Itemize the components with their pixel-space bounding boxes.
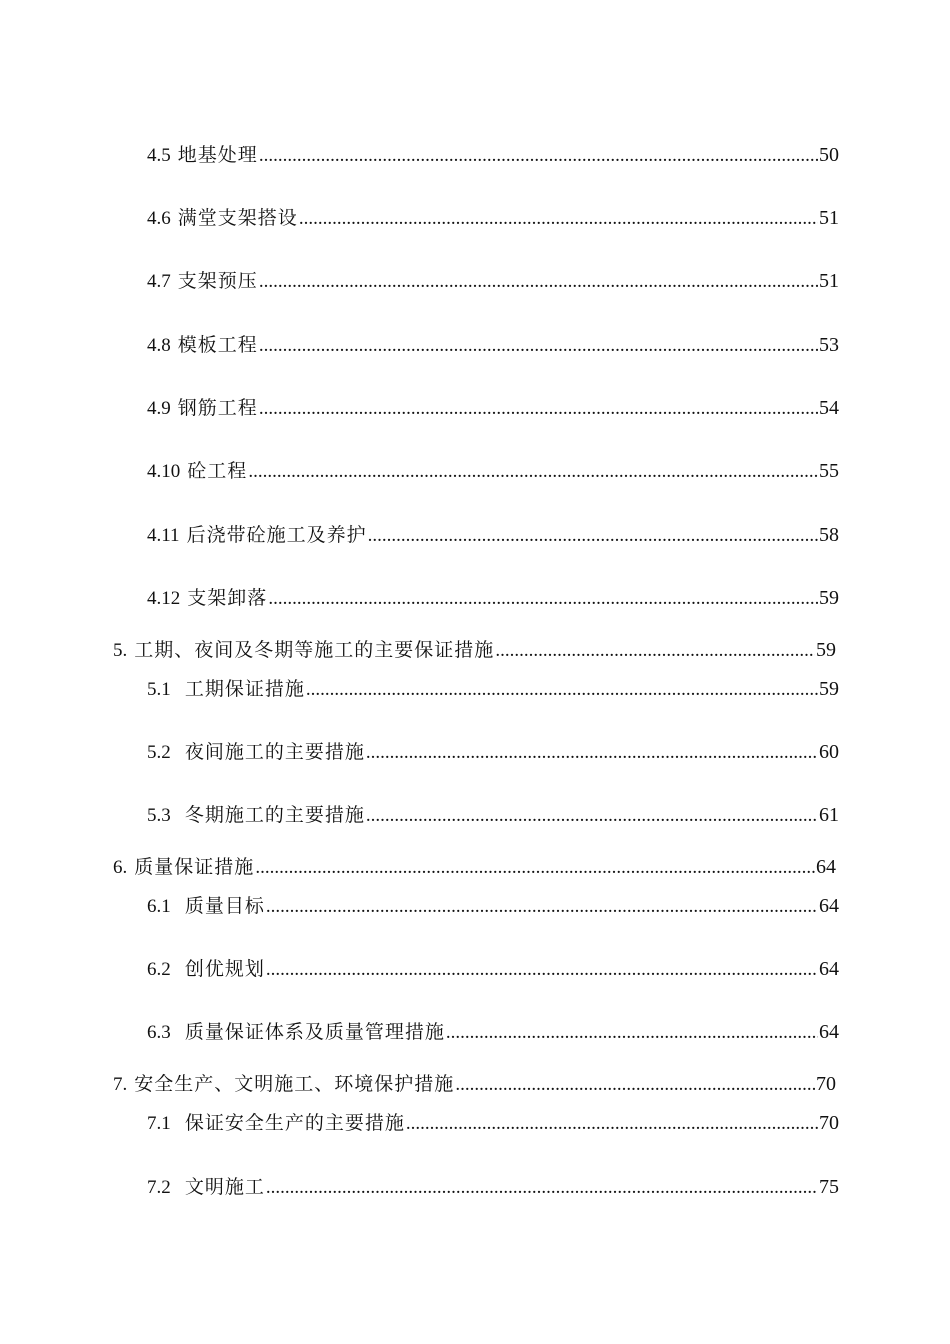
toc-entry-label: 4.8 模板工程 — [147, 334, 258, 356]
toc-page-number: 75 — [819, 1176, 839, 1198]
toc-leader-dots — [406, 1110, 818, 1138]
toc-leader-dots — [259, 332, 818, 360]
toc-leader-dots — [368, 522, 818, 550]
toc-entry-6-3[interactable] — [147, 1018, 839, 1046]
toc-entry-label: 6.2 创优规划 — [147, 958, 265, 980]
toc-entry-label: 5. 工期、夜间及冬期等施工的主要保证措施 — [113, 639, 495, 661]
toc-entry-5-3[interactable] — [147, 801, 839, 829]
toc-leader-dots — [268, 585, 818, 613]
toc-entry-label: 4.12 支架卸落 — [147, 587, 268, 609]
toc-entry-4-11[interactable] — [147, 521, 839, 549]
toc-page-number: 61 — [819, 804, 839, 826]
toc-page-number: 54 — [819, 397, 839, 419]
toc-entry-label: 4.11 后浇带砼施工及养护 — [147, 524, 367, 546]
toc-entry-4-5[interactable] — [147, 141, 839, 169]
toc-entry-6-1[interactable] — [147, 892, 839, 920]
toc-leader-dots — [299, 205, 818, 233]
toc-leader-dots — [255, 854, 815, 882]
toc-page-number: 59 — [816, 639, 836, 661]
toc-leader-dots — [366, 739, 818, 767]
toc-page-number: 53 — [819, 334, 839, 356]
toc-entry-label: 5.2 夜间施工的主要措施 — [147, 741, 365, 763]
toc-page-number: 64 — [816, 856, 836, 878]
toc-page-number: 58 — [819, 524, 839, 546]
toc-entry-label: 4.7 支架预压 — [147, 270, 258, 292]
toc-leader-dots — [366, 802, 818, 830]
toc-page-number: 55 — [819, 460, 839, 482]
toc-entry-label: 6.3 质量保证体系及质量管理措施 — [147, 1021, 445, 1043]
toc-entry-label: 6. 质量保证措施 — [113, 856, 255, 878]
toc-entry-6-2[interactable] — [147, 955, 839, 983]
toc-leader-dots — [259, 395, 818, 423]
toc-page-number: 64 — [819, 895, 839, 917]
toc-leader-dots — [259, 142, 818, 170]
toc-page-number: 50 — [819, 144, 839, 166]
toc-entry-label: 5.1 工期保证措施 — [147, 678, 305, 700]
toc-entry-7-1[interactable] — [147, 1109, 839, 1137]
toc-entry-label: 5.3 冬期施工的主要措施 — [147, 804, 365, 826]
toc-entry-label: 7.2 文明施工 — [147, 1176, 265, 1198]
toc-entry-chapter-7[interactable] — [113, 1070, 836, 1098]
toc-entry-label: 4.6 满堂支架搭设 — [147, 207, 298, 229]
toc-page-number: 59 — [819, 678, 839, 700]
toc-entry-chapter-6[interactable] — [113, 853, 836, 881]
toc-entry-label: 4.9 钢筋工程 — [147, 397, 258, 419]
toc-entry-4-9[interactable] — [147, 394, 839, 422]
toc-entry-label: 7.1 保证安全生产的主要措施 — [147, 1112, 405, 1134]
toc-entry-chapter-5[interactable] — [113, 636, 836, 664]
toc-page-number: 59 — [819, 587, 839, 609]
toc-page-number: 64 — [819, 1021, 839, 1043]
toc-entry-label: 4.10 砼工程 — [147, 460, 248, 482]
toc-entry-5-2[interactable] — [147, 738, 839, 766]
toc-entry-4-10[interactable] — [147, 457, 839, 485]
toc-entry-label: 7. 安全生产、文明施工、环境保护措施 — [113, 1073, 455, 1095]
toc-entry-4-12[interactable] — [147, 584, 839, 612]
toc-entry-label: 6.1 质量目标 — [147, 895, 265, 917]
toc-entry-7-2[interactable] — [147, 1173, 839, 1201]
toc-page-number: 64 — [819, 958, 839, 980]
toc-entry-5-1[interactable] — [147, 675, 839, 703]
toc-leader-dots — [455, 1071, 815, 1099]
toc-leader-dots — [306, 676, 818, 704]
toc-entry-label: 4.5 地基处理 — [147, 144, 258, 166]
toc-page-number: 51 — [819, 270, 839, 292]
toc-leader-dots — [266, 1174, 818, 1202]
toc-entry-4-6[interactable] — [147, 204, 839, 232]
toc-entry-4-7[interactable] — [147, 267, 839, 295]
toc-page-number: 70 — [816, 1073, 836, 1095]
toc-leader-dots — [446, 1019, 818, 1047]
toc-leader-dots — [266, 956, 818, 984]
toc-page-number: 51 — [819, 207, 839, 229]
toc-page-number: 70 — [819, 1112, 839, 1134]
toc-leader-dots — [259, 268, 818, 296]
toc-page-number: 60 — [819, 741, 839, 763]
toc-leader-dots — [266, 893, 818, 921]
toc-entry-4-8[interactable] — [147, 331, 839, 359]
toc-leader-dots — [248, 458, 818, 486]
toc-leader-dots — [495, 637, 815, 665]
